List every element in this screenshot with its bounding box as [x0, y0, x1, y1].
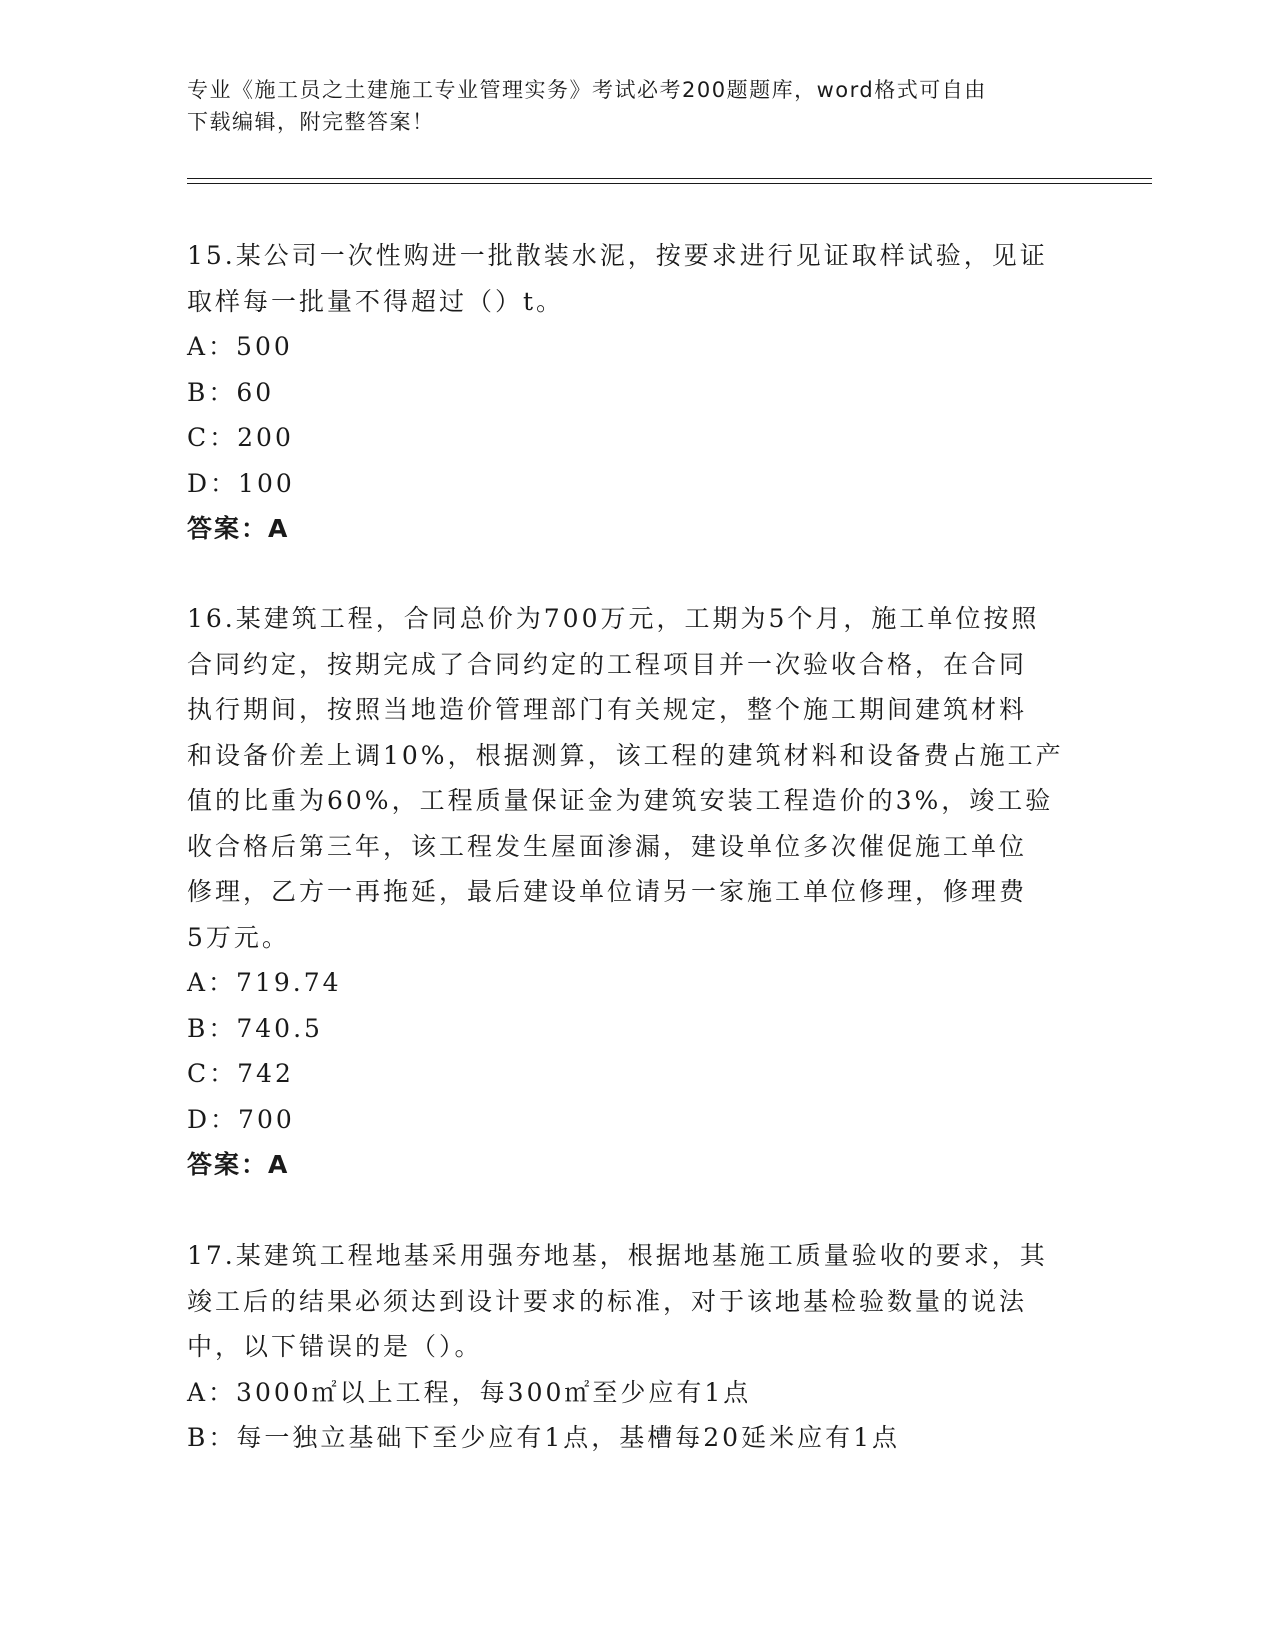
header-line-1: 专业《施工员之土建施工专业管理实务》考试必考200题题库，word格式可自由: [187, 78, 987, 102]
question-17: [187, 1233, 1087, 1461]
question-stem-line: 17.某建筑工程地基采用强夯地基，根据地基施工质量验收的要求，其: [187, 1241, 1048, 1270]
question-stem-line: 取样每一批量不得超过（）t。: [187, 286, 565, 316]
option-b: B：740.5: [187, 1013, 323, 1043]
question-15: [187, 233, 1087, 552]
question-16: [187, 596, 1087, 1188]
header-line-2: 下载编辑，附完整答案！: [187, 110, 435, 134]
question-stem-line: 合同约定，按期完成了合同约定的工程项目并一次验收合格，在合同: [187, 649, 1028, 679]
header-divider-bottom: [187, 183, 1152, 184]
question-stem-line: 15.某公司一次性购进一批散装水泥，按要求进行见证取样试验，见证: [187, 241, 1048, 270]
question-stem-line: 5万元。: [187, 922, 290, 952]
question-stem-line: 修理，乙方一再拖延，最后建设单位请另一家施工单位修理，修理费: [187, 877, 1028, 906]
question-stem-line: 值的比重为60%，工程质量保证金为建筑安装工程造价的3%，竣工验: [187, 786, 1054, 815]
header-divider-top: [187, 178, 1152, 179]
option-c: C：200: [187, 423, 294, 452]
option-a: A：719.74: [187, 968, 342, 997]
question-stem-line: 执行期间，按照当地造价管理部门有关规定，整个施工期间建筑材料: [187, 695, 1028, 724]
option-b: B：每一独立基础下至少应有1点，基槽每20延米应有1点: [187, 1423, 900, 1452]
question-stem-line: 竣工后的结果必须达到设计要求的标准，对于该地基检验数量的说法: [187, 1286, 1028, 1316]
option-d: D：700: [187, 1104, 295, 1134]
question-stem-line: 收合格后第三年，该工程发生屋面渗漏，建设单位多次催促施工单位: [187, 831, 1028, 861]
option-d: D：100: [187, 468, 295, 498]
option-b: B：60: [187, 377, 275, 407]
question-stem-line: 中，以下错误的是（）。: [187, 1332, 483, 1361]
answer: 答案：A: [187, 1150, 290, 1179]
option-c: C：742: [187, 1059, 294, 1088]
option-a: A：500: [187, 332, 293, 361]
document-header: [187, 74, 1087, 138]
question-stem-line: 和设备价差上调10%，根据测算，该工程的建筑材料和设备费占施工产: [187, 740, 1064, 770]
answer: 答案：A: [187, 514, 290, 543]
option-a: A：3000㎡以上工程，每300㎡至少应有1点: [187, 1377, 752, 1407]
question-stem-line: 16.某建筑工程，合同总价为700万元，工期为5个月，施工单位按照: [187, 604, 1040, 633]
